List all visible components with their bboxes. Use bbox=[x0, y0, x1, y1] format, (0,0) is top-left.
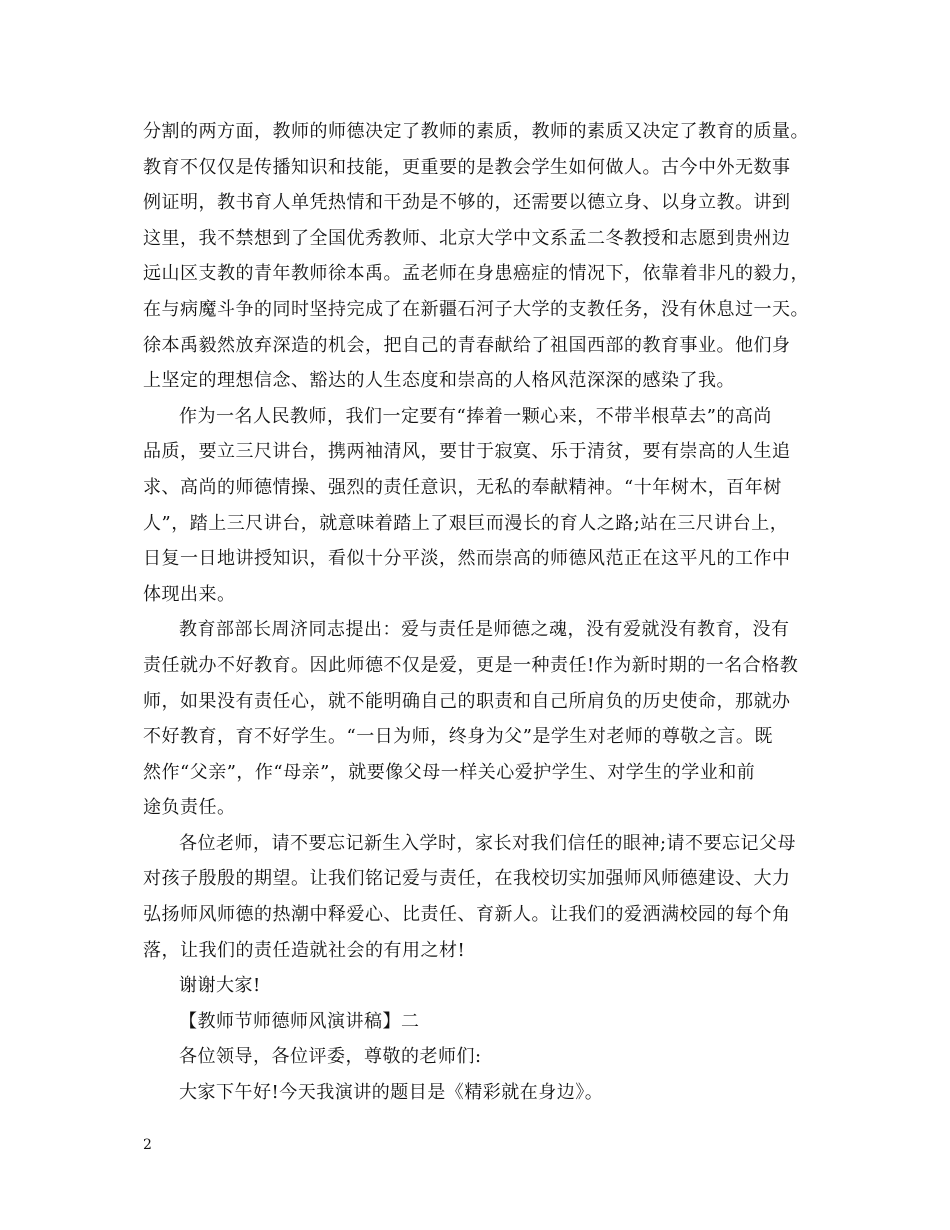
text-line: 途负责任。 bbox=[143, 797, 236, 819]
text-line: 在与病魔斗争的同时坚持完成了在新疆石河子大学的支教任务，没有休息过一天。 bbox=[143, 298, 809, 320]
text-line: 例证明，教书育人单凭热情和干劲是不够的，还需要以德立身、以身立教。讲到 bbox=[143, 192, 791, 214]
text-line: 对孩子殷殷的期望。让我们铭记爱与责任，在我校切实加强师风师德建设、大力 bbox=[143, 868, 791, 890]
text-line: 不好教育，育不好学生。“一日为师，终身为父”是学生对老师的尊敬之言。既 bbox=[143, 726, 773, 748]
text-line: 体现出来。 bbox=[143, 583, 236, 605]
text-line: 教育不仅仅是传播知识和技能，更重要的是教会学生如何做人。古今中外无数事 bbox=[143, 156, 791, 178]
document-body bbox=[143, 114, 819, 1111]
paragraph bbox=[143, 826, 819, 968]
text-line: 求、高尚的师德情操、强烈的责任意识，无私的奉献精神。“十年树木，百年树 bbox=[143, 476, 782, 498]
paragraph bbox=[143, 1004, 819, 1040]
text-line: 师，如果没有责任心，就不能明确自己的职责和自己所肩负的历史使命，那就办 bbox=[143, 690, 791, 712]
text-line: 责任就办不好教育。因此师德不仅是爱，更是一种责任!作为新时期的一名合格教 bbox=[143, 654, 799, 676]
text-line: 远山区支教的青年教师徐本禹。孟老师在身患癌症的情况下，依靠着非凡的毅力， bbox=[143, 263, 809, 285]
text-line: 大家下午好!今天我演讲的题目是《精彩就在身边》。 bbox=[179, 1082, 604, 1104]
text-line: 分割的两方面，教师的师德决定了教师的素质，教师的素质又决定了教育的质量。 bbox=[143, 121, 809, 142]
text-line: 弘扬师风师德的热潮中释爱心、比责任、育新人。让我们的爱洒满校园的每个角 bbox=[143, 904, 791, 926]
text-line: 落，让我们的责任造就社会的有用之材! bbox=[143, 939, 466, 961]
text-line: 徐本禹毅然放弃深造的机会，把自己的青春献给了祖国西部的教育事业。他们身 bbox=[143, 334, 791, 356]
paragraph bbox=[143, 1039, 819, 1075]
text-line: 作为一名人民教师，我们一定要有“捧着一颗心来，不带半根草去”的高尚 bbox=[179, 405, 772, 427]
text-line: 这里，我不禁想到了全国优秀教师、北京大学中文系孟二冬教授和志愿到贵州边 bbox=[143, 227, 791, 249]
text-line: 各位老师，请不要忘记新生入学时，家长对我们信任的眼神;请不要忘记父母 bbox=[179, 832, 797, 854]
paragraph bbox=[143, 968, 819, 1004]
paragraph bbox=[143, 612, 819, 826]
text-line: 【教师节师德师风演讲稿】二 bbox=[179, 1010, 420, 1032]
paragraph bbox=[143, 1075, 819, 1111]
text-line: 然作“父亲”，作“母亲”，就要像父母一样关心爱护学生、对学生的学业和前 bbox=[143, 761, 756, 783]
text-line: 谢谢大家! bbox=[179, 975, 261, 997]
page-number: 2 bbox=[143, 1137, 152, 1153]
text-line: 上坚定的理想信念、豁达的人生态度和崇高的人格风范深深的感染了我。 bbox=[143, 370, 735, 392]
paragraph bbox=[143, 114, 819, 399]
text-line: 各位领导，各位评委，尊敬的老师们: bbox=[179, 1046, 482, 1068]
text-line: 日复一日地讲授知识，看似十分平淡，然而崇高的师德风范正在这平凡的工作中 bbox=[143, 548, 791, 570]
text-line: 教育部部长周济同志提出：爱与责任是师德之魂，没有爱就没有教育，没有 bbox=[179, 619, 790, 641]
text-line: 人”，踏上三尺讲台，就意味着踏上了艰巨而漫长的育人之路;站在三尺讲台上， bbox=[143, 512, 789, 534]
text-line: 品质，要立三尺讲台，携两袖清风，要甘于寂寞、乐于清贫，要有崇高的人生追 bbox=[143, 441, 791, 463]
paragraph bbox=[143, 399, 819, 613]
